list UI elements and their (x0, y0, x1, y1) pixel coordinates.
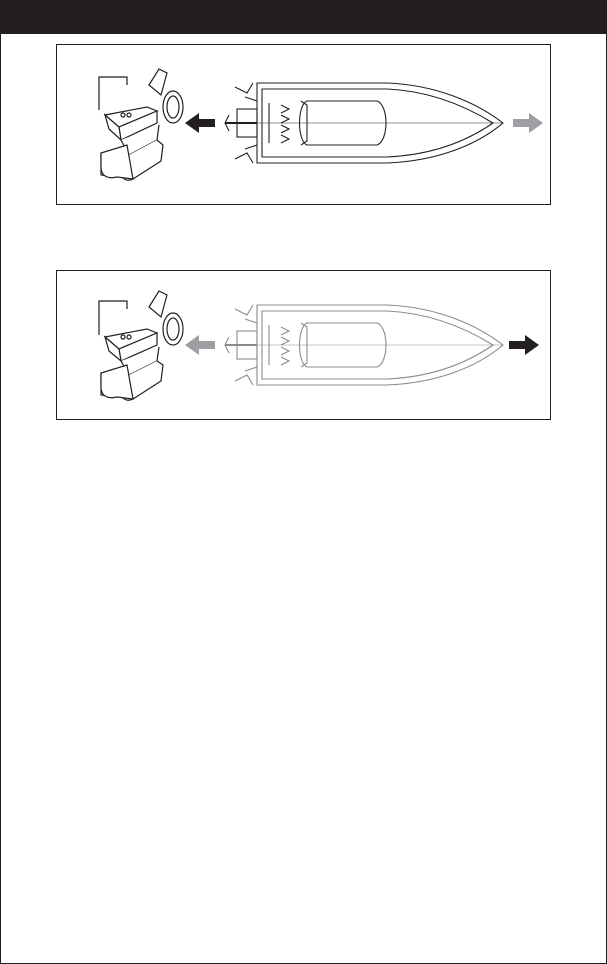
arrow-left-icon (185, 335, 215, 355)
arrow-right-icon (509, 335, 539, 355)
speedboat-topview-icon (225, 83, 503, 163)
figure-reverse-direction (56, 44, 551, 205)
figure-2-illustration (57, 271, 550, 419)
speedboat-topview-icon (225, 305, 503, 385)
header-bar (0, 0, 607, 34)
figure-forward-direction (56, 270, 551, 420)
figure-1-illustration (57, 45, 550, 204)
rc-transmitter-icon (99, 291, 183, 400)
rc-transmitter-icon (99, 69, 183, 180)
arrow-right-icon (513, 113, 543, 133)
arrow-left-icon (185, 113, 215, 133)
